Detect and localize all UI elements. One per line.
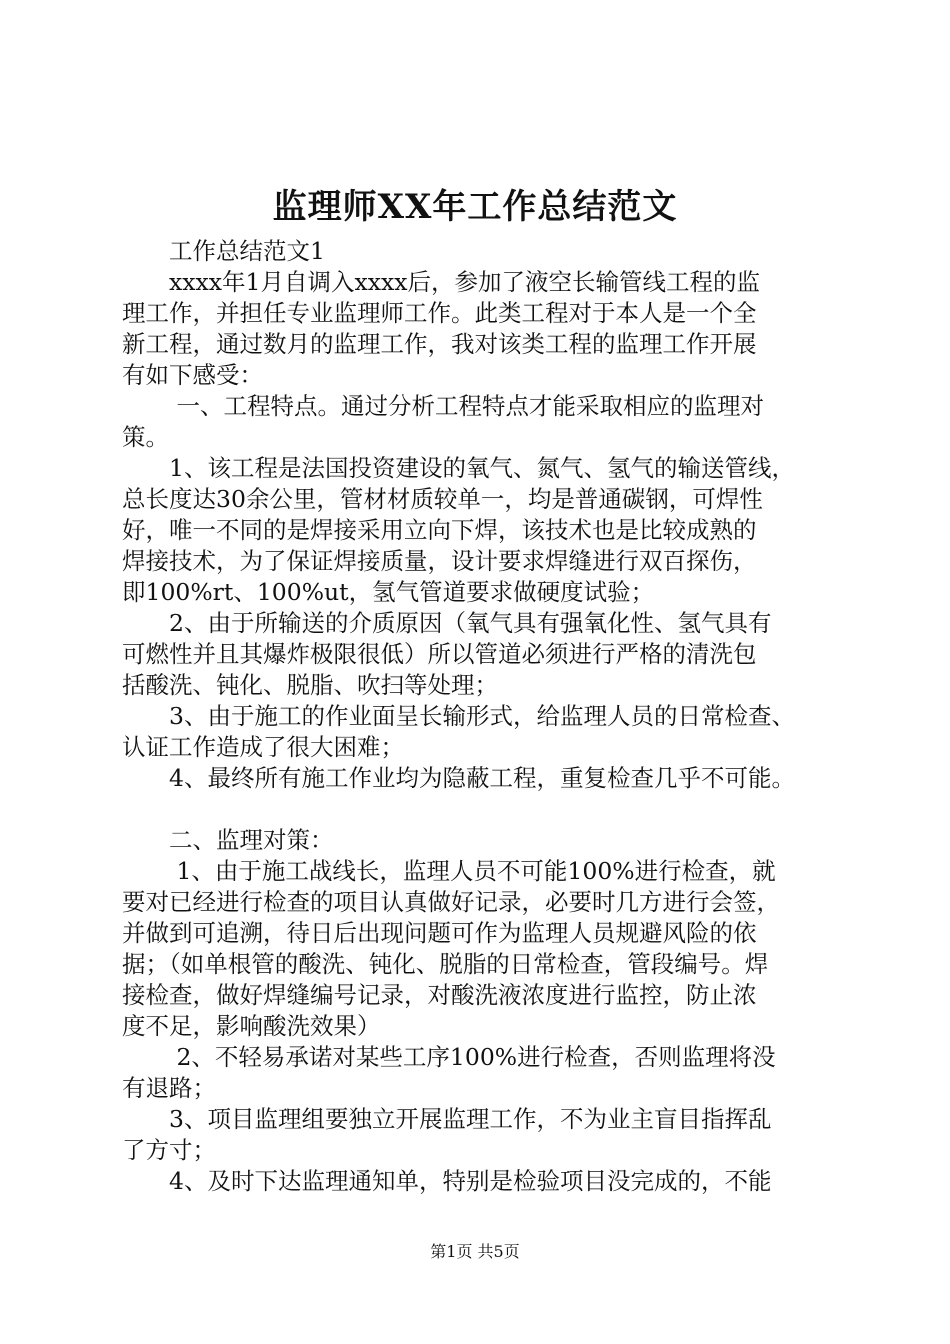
text-line: 3、由于施工的作业面呈长输形式，给监理人员的日常检查、 [122, 702, 795, 730]
text-line: 度不足，影响酸洗效果） [122, 1012, 381, 1040]
text-line: 1、由于施工战线长，监理人员不可能100%进行检查，就 [122, 857, 776, 885]
text-line: 并做到可追溯，待日后出现问题可作为监理人员规避风险的依 [122, 919, 757, 947]
text-line: 2、由于所输送的介质原因（氧气具有强氧化性、氢气具有 [122, 609, 772, 637]
text-line: 二、监理对策： [122, 826, 334, 854]
text-line: 要对已经进行检查的项目认真做好记录，必要时几方进行会签， [122, 888, 780, 916]
paragraph-gap [122, 794, 844, 825]
text-line: 括酸洗、钝化、脱脂、吹扫等处理； [122, 671, 498, 699]
text-line: 好，唯一不同的是焊接采用立向下焊，该技术也是比较成熟的 [122, 516, 757, 544]
text-line: 总长度达30余公里，管材材质较单一，均是普通碳钢，可焊性 [122, 485, 763, 513]
text-line: 1、该工程是法国投资建设的氧气、氮气、氢气的输送管线， [122, 454, 795, 482]
text-line: 可燃性并且其爆炸极限很低）所以管道必须进行严格的清洗包 [122, 640, 757, 668]
text-line: 有退路； [122, 1074, 216, 1102]
text-line: 4、及时下达监理通知单，特别是检验项目没完成的，不能 [122, 1167, 772, 1195]
text-line: 认证工作造成了很大困难； [122, 733, 404, 761]
text-line: 有如下感受： [122, 361, 263, 389]
text-line: 焊接技术，为了保证焊接质量，设计要求焊缝进行双百探伤， [122, 547, 757, 575]
text-line: 2、不轻易承诺对某些工序100%进行检查，否则监理将没 [122, 1043, 776, 1071]
text-line: 即100%rt、100%ut，氢气管道要求做硬度试验； [122, 578, 655, 606]
text-line: 工作总结范文1 [122, 237, 325, 265]
text-line: 理工作，并担任专业监理师工作。此类工程对于本人是一个全 [122, 299, 757, 327]
text-line: 4、最终所有施工作业均为隐蔽工程，重复检查几乎不可能。 [122, 764, 795, 792]
text-line: 新工程，通过数月的监理工作，我对该类工程的监理工作开展 [122, 330, 757, 358]
text-line: 3、项目监理组要独立开展监理工作，不为业主盲目指挥乱 [122, 1105, 772, 1133]
document-title: 监理师XX年工作总结范文 [272, 187, 678, 227]
page-number-footer: 第1页 共5页 [430, 1242, 520, 1261]
text-line: 策。 [122, 423, 169, 451]
text-line: xxxx年1月自调入xxxx后，参加了液空长输管线工程的监 [122, 268, 760, 296]
document-body [122, 236, 844, 1197]
text-line: 一、工程特点。通过分析工程特点才能采取相应的监理对 [122, 392, 764, 420]
text-line: 据；（如单根管的酸洗、钝化、脱脂的日常检查，管段编号。焊 [122, 950, 769, 978]
text-line: 了方寸； [122, 1136, 216, 1164]
text-line: 接检查，做好焊缝编号记录，对酸洗液浓度进行监控，防止浓 [122, 981, 757, 1009]
